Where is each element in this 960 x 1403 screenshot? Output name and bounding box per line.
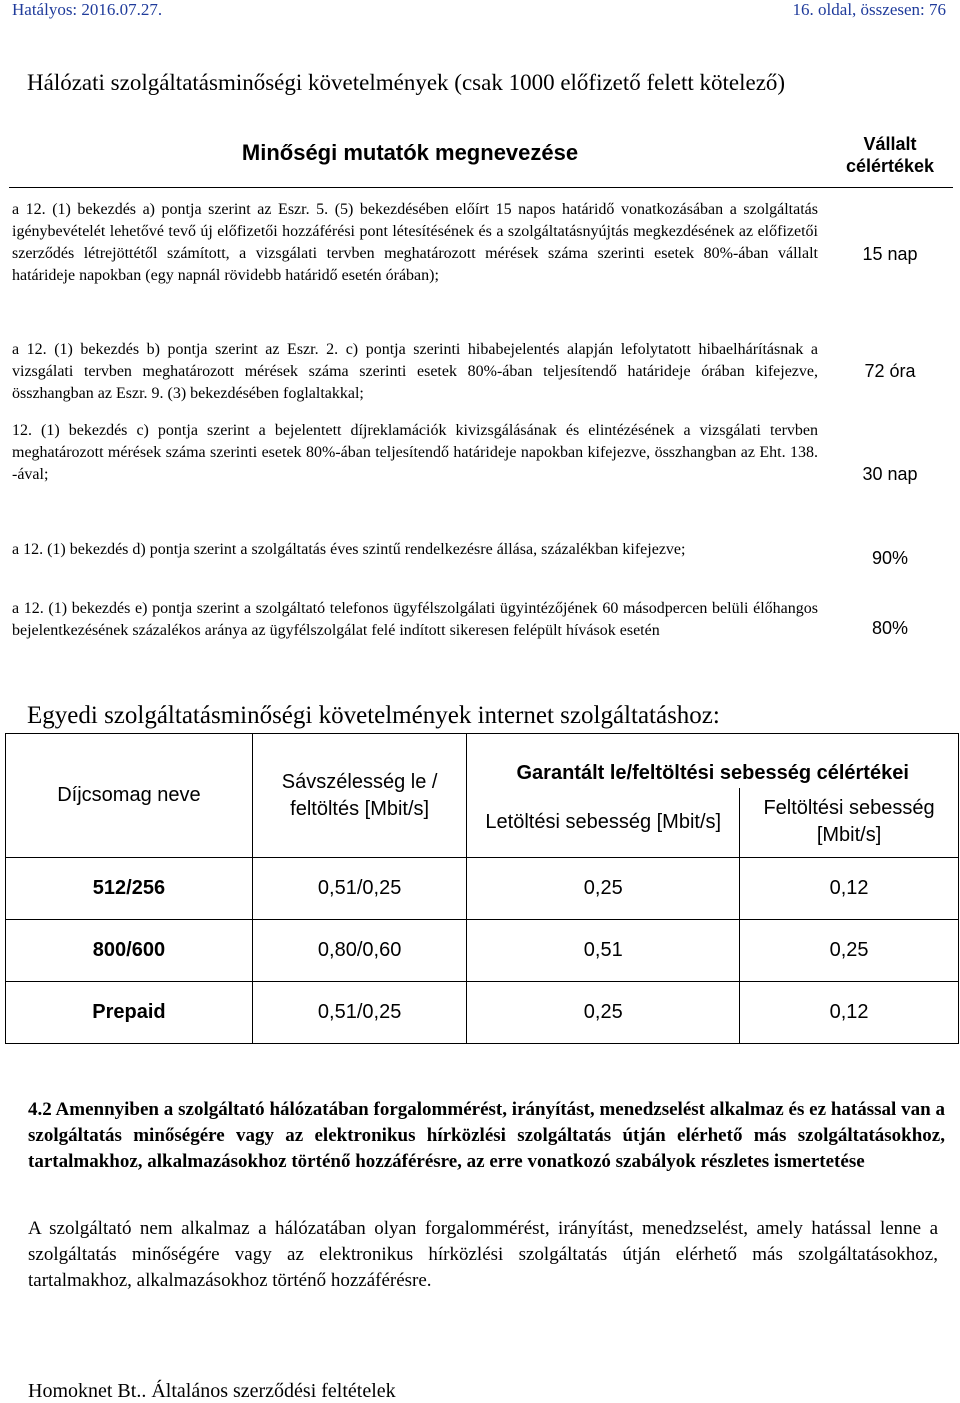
col-upload-header: Feltöltési sebesség [Mbit/s] [740, 788, 959, 858]
bandwidth-value: 0,51/0,25 [252, 982, 467, 1044]
upload-value: 0,25 [740, 920, 959, 982]
page-number: 16. oldal, összesen: 76 [792, 0, 946, 19]
bandwidth-value: 0,80/0,60 [252, 920, 467, 982]
effective-date: Hatályos: 2016.07.27. [12, 0, 163, 19]
package-name: Prepaid [6, 982, 253, 1044]
upload-value: 0,12 [740, 858, 959, 920]
page-title: Hálózati szolgáltatásminőségi követelmények (csak 1000 előfizető felett kötelező) [27, 70, 786, 95]
service-table [5, 733, 959, 1044]
bandwidth-value: 0,51/0,25 [252, 858, 467, 920]
col-bandwidth-header [252, 734, 467, 858]
table-row [6, 920, 959, 982]
quality-row-text: a 12. (1) bekezdés d) pontja szerint a szolgáltatás éves szintű rendelkezésre állása, százalékban kifejezve; [12, 541, 686, 558]
quality-row-text: 12. (1) bekezdés c) pontja szerint a bejelentett díjreklamációk kivizsgálásának és elintézésének a vizsgálati tervben meghatározott mérések száma szerinti esetek 80%-ában teljesítendő határideje napokban kifejezve, összhangban az Eht. 138. -ával; [12, 422, 818, 483]
col-guaranteed-header: Garantált le/feltöltési sebesség célértékei [467, 734, 959, 788]
quality-header-divider [9, 187, 953, 188]
col-package-header: Díjcsomag neve [6, 734, 253, 858]
table-row [6, 858, 959, 920]
quality-row-value: 90% [871, 548, 909, 568]
quality-row-text: a 12. (1) bekezdés b) pontja szerint az Eszr. 2. c) pontja szerinti hibabejelentés alapján lefolytatott hibaelhárításnak a vizsgálati tervben meghatározott mérések száma szerinti esetek 80%-ában teljesítendő határideje órában kifejezve, összhangban az Eszr. 9. (3) bekezdésében foglaltakkal; [12, 341, 818, 402]
quality-col-value-header: Vállalt célértékek [845, 134, 935, 176]
download-value: 0,25 [467, 858, 740, 920]
quality-row-value: 80% [871, 618, 909, 638]
quality-row-text: a 12. (1) bekezdés e) pontja szerint a szolgáltató telefonos ügyfélszolgálati ügyintézőjének 60 másodpercen belüli élőhangos bejelentkezésének százalékos aránya az ügyfélszolgálat felé indított sikeresen felépült hívások esetén [12, 600, 818, 639]
col-download-header: Letöltési sebesség [Mbit/s] [467, 788, 740, 858]
section-4-2-heading: 4.2 Amennyiben a szolgáltató hálózatában forgalommérést, irányítást, menedzselést alkalmaz és ez hatással van a szolgáltatás minőségére vagy az elektronikus hírközlési szolgáltatás útján elérhető más szolgáltatásokhoz, tartalmakhoz, alkalmazásokhoz történő hozzáférésre, az erre vonatkozó szabályok részletes ismertetése [28, 1099, 945, 1172]
package-name: 800/600 [6, 920, 253, 982]
quality-row-value: 30 nap [862, 464, 918, 484]
quality-row-value: 72 óra [864, 361, 916, 381]
package-name: 512/256 [6, 858, 253, 920]
table-row [6, 982, 959, 1044]
section-heading: Egyedi szolgáltatásminőségi követelmények internet szolgáltatáshoz: [27, 702, 720, 729]
footer: Homoknet Bt.. Általános szerződési feltételek [28, 1380, 396, 1402]
col-bandwidth-label: Sávszélesség le / feltöltés [Mbit/s] [281, 770, 438, 820]
quality-row-text: a 12. (1) bekezdés a) pontja szerint az Eszr. 5. (5) bekezdésében előírt 15 napos határidő vonatkozásában a szolgáltatás igénybevételét lehetővé tevő új előfizetői hozzáférési pont létesítésének és a szolgáltatásnyújtás megkezdésének az előfizetői szerződés létrejöttétől számított, a vizsgálati tervben meghatározott mérések száma szerinti esetek 80%-ában vállalt határideje napokban (egy napnál rövidebb határidő esetén órában); [12, 201, 818, 284]
upload-value: 0,12 [740, 982, 959, 1044]
download-value: 0,51 [467, 920, 740, 982]
section-4-2-body: A szolgáltató nem alkalmaz a hálózatában olyan forgalommérést, irányítást, menedzselést, amely hatással lenne a szolgáltatás minőségére vagy az elektronikus hírközlési szolgáltatás útján elérhető más szolgáltatásokhoz, tartalmakhoz, alkalmazásokhoz történő hozzáférésre. [28, 1218, 938, 1291]
download-value: 0,25 [467, 982, 740, 1044]
quality-row-value: 15 nap [862, 244, 918, 264]
quality-col-name-header: Minőségi mutatók megnevezése [241, 140, 579, 165]
